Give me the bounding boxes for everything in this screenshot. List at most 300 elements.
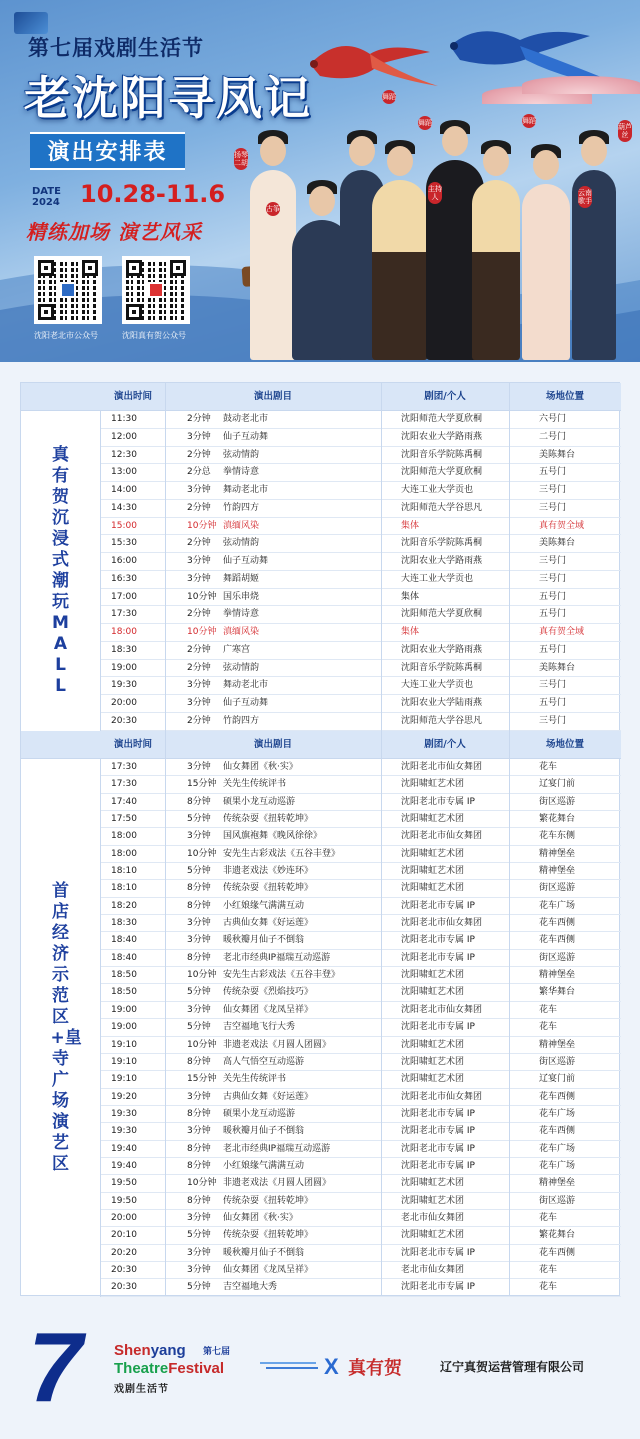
cell-time: 12:00 xyxy=(111,431,137,442)
cell-duration: 3分钟 xyxy=(187,698,211,709)
table-row xyxy=(101,464,621,482)
col-troupe-header: 剧团/个人 xyxy=(424,739,466,750)
cell-program: 传统杂耍《扭转乾坤》 xyxy=(223,1195,314,1206)
cell-duration: 10分钟 xyxy=(187,520,217,531)
table-row xyxy=(101,695,621,713)
cell-troupe: 沈阳农业大学陆雨燕 xyxy=(401,698,483,709)
cell-troupe: 沈阳啸虹艺术团 xyxy=(401,1230,465,1241)
cell-program: 弦动情韵 xyxy=(223,538,260,549)
cell-duration: 2分钟 xyxy=(187,414,211,424)
cell-program: 仙子互动舞 xyxy=(223,556,269,567)
cell-troupe: 沈阳老北市专属 IP xyxy=(401,952,475,963)
cell-duration: 10分钟 xyxy=(187,1039,217,1050)
cell-program: 仙女舞团《龙凤呈祥》 xyxy=(223,1264,314,1275)
cell-time: 18:40 xyxy=(111,935,137,946)
cell-location: 真有贺全域 xyxy=(539,627,585,638)
cell-location: 精神堡垒 xyxy=(539,1039,576,1050)
cell-duration: 8分钟 xyxy=(187,900,211,911)
section-plaza xyxy=(21,731,621,1297)
cell-time: 19:40 xyxy=(111,1143,137,1154)
cell-location: 花车 xyxy=(539,1212,558,1223)
cell-duration: 8分钟 xyxy=(187,1195,211,1206)
table-row xyxy=(101,660,621,678)
cell-program: 竹韵四方 xyxy=(223,502,260,513)
cell-location: 辽宴门前 xyxy=(539,779,576,790)
table-row xyxy=(101,571,621,589)
cell-duration: 5分钟 xyxy=(187,1282,211,1293)
cell-location: 三号门 xyxy=(539,573,567,584)
cell-location: 五号门 xyxy=(539,609,567,620)
cell-time: 12:30 xyxy=(111,449,137,460)
red-phoenix-illustration xyxy=(300,24,440,94)
cell-troupe: 沈阳老北市专属 IP xyxy=(401,900,475,911)
cell-location: 美陈舞台 xyxy=(539,538,576,549)
col-troupe-header: 剧团/个人 xyxy=(424,391,466,402)
schedule-title: 演出安排表 xyxy=(30,132,185,170)
cell-program: 舞动老北市 xyxy=(223,485,269,496)
cell-location: 精神堡垒 xyxy=(539,866,576,877)
cell-duration: 15分钟 xyxy=(187,779,217,790)
performer-tag: 葫芦丝 xyxy=(618,120,632,142)
cell-time: 18:30 xyxy=(111,918,137,929)
performer-figure xyxy=(522,184,570,360)
umbrella-decoration xyxy=(522,76,640,94)
poster-footer xyxy=(28,1308,620,1426)
cell-program: 老北市经典IP福瑞互动巡游 xyxy=(223,1143,331,1154)
cell-troupe: 沈阳啸虹艺术团 xyxy=(401,779,465,790)
cell-duration: 3分钟 xyxy=(187,485,211,496)
table-row xyxy=(101,482,621,500)
cell-program: 传统杂耍《扭转乾坤》 xyxy=(223,814,314,825)
table-row xyxy=(101,1037,621,1054)
cell-troupe: 沈阳老北市专属 IP xyxy=(401,1022,475,1033)
cell-location: 街区巡游 xyxy=(539,796,576,807)
cell-location: 花车西侧 xyxy=(539,1126,576,1137)
cell-location: 五号门 xyxy=(539,467,567,478)
col-program-header: 演出剧目 xyxy=(253,391,292,402)
table-row xyxy=(101,898,621,915)
cell-program: 吉空福地飞行大秀 xyxy=(223,1022,296,1033)
cell-duration: 2分钟 xyxy=(187,644,211,655)
cell-location: 五号门 xyxy=(539,644,567,655)
cell-program: 拳情诗意 xyxy=(223,609,260,620)
cell-program: 舞动老北市 xyxy=(223,680,269,691)
table-row xyxy=(101,863,621,880)
cell-troupe: 沈阳师范大学夏欣桐 xyxy=(401,414,483,424)
cell-time: 18:40 xyxy=(111,952,137,963)
table-row xyxy=(101,1210,621,1227)
table-header-row xyxy=(21,731,621,759)
cell-troupe: 沈阳老北市仙女舞团 xyxy=(401,762,483,772)
cell-program: 传统杂耍《扭转乾坤》 xyxy=(223,1230,314,1241)
cell-location: 花车西侧 xyxy=(539,918,576,929)
cell-program: 滇缅风染 xyxy=(223,627,260,638)
cell-location: 三号门 xyxy=(539,556,567,567)
edition-number: 7 xyxy=(28,1312,83,1422)
table-row xyxy=(101,589,621,607)
cell-location: 真有贺全域 xyxy=(539,520,585,531)
cell-duration: 3分钟 xyxy=(187,1264,211,1275)
cell-troupe: 沈阳老北市专属 IP xyxy=(401,1126,475,1137)
cell-duration: 3分钟 xyxy=(187,918,211,929)
table-row xyxy=(101,1071,621,1088)
cell-troupe: 沈阳老北市专属 IP xyxy=(401,1160,475,1171)
date-range: 10.28-11.6 xyxy=(80,180,226,208)
cell-duration: 8分钟 xyxy=(187,952,211,963)
cell-time: 19:10 xyxy=(111,1039,137,1050)
cell-duration: 5分钟 xyxy=(187,987,211,998)
cell-time: 20:30 xyxy=(111,1282,137,1293)
cell-time: 15:00 xyxy=(111,520,137,531)
cell-duration: 5分钟 xyxy=(187,814,211,825)
cell-troupe: 沈阳啸虹艺术团 xyxy=(401,866,465,877)
performer-tag: 古筝 xyxy=(266,202,280,216)
cell-location: 精神堡垒 xyxy=(539,848,576,859)
cell-program: 仙女舞团《秋·实》 xyxy=(223,1212,298,1223)
cell-duration: 3分钟 xyxy=(187,1091,211,1102)
cell-troupe: 集体 xyxy=(401,520,420,531)
cell-program: 安先生古彩戏法《五谷丰登》 xyxy=(223,970,341,981)
cell-duration: 3分钟 xyxy=(187,431,211,442)
table-header-row xyxy=(21,383,621,411)
cell-duration: 3分钟 xyxy=(187,1212,211,1223)
table-row xyxy=(101,1175,621,1192)
table-row xyxy=(101,880,621,897)
cell-program: 拳情诗意 xyxy=(223,467,260,478)
performers-photo xyxy=(232,90,632,360)
table-row xyxy=(101,677,621,695)
cell-duration: 3分钟 xyxy=(187,1004,211,1015)
cell-time: 18:10 xyxy=(111,866,137,877)
cell-troupe: 大连工业大学贡也 xyxy=(401,573,474,584)
cell-program: 竹韵四方 xyxy=(223,716,260,727)
cell-location: 五号门 xyxy=(539,698,567,709)
brand-line2: TheatreFestival xyxy=(114,1360,225,1377)
cell-location: 花车 xyxy=(539,1264,558,1275)
cell-location: 繁花舞台 xyxy=(539,814,576,825)
cell-duration: 3分钟 xyxy=(187,1247,211,1258)
cell-program: 非遗老戏法《妙连环》 xyxy=(223,866,314,877)
cell-program: 国风旗袍舞《晚风徐徐》 xyxy=(223,831,323,842)
company-name: 辽宁真贺运营管理有限公司 xyxy=(440,1360,585,1374)
cell-location: 三号门 xyxy=(539,485,567,496)
table-row xyxy=(101,759,621,776)
cell-time: 20:00 xyxy=(111,698,137,709)
cell-time: 18:50 xyxy=(111,970,137,981)
cell-duration: 8分钟 xyxy=(187,796,211,807)
cell-program: 弦动情韵 xyxy=(223,662,260,673)
cell-time: 20:20 xyxy=(111,1247,137,1258)
cell-troupe: 沈阳老北市仙女舞团 xyxy=(401,831,483,842)
cell-time: 17:50 xyxy=(111,814,137,825)
table-row xyxy=(101,967,621,984)
cell-time: 19:30 xyxy=(111,1108,137,1119)
cell-duration: 3分钟 xyxy=(187,573,211,584)
table-row xyxy=(101,713,621,731)
cell-time: 18:10 xyxy=(111,883,137,894)
cell-program: 关先生传统评书 xyxy=(223,779,287,790)
qr-code-zyh[interactable] xyxy=(122,256,190,324)
cell-program: 小红娘缘气满满互动 xyxy=(223,900,305,911)
cell-location: 花车 xyxy=(539,1282,558,1293)
poster-header xyxy=(0,0,640,362)
cell-time: 18:50 xyxy=(111,987,137,998)
table-row xyxy=(101,1141,621,1158)
cell-troupe: 沈阳音乐学院陈禹桐 xyxy=(401,449,483,460)
col-location-header: 场地位置 xyxy=(545,391,584,402)
cell-location: 花车 xyxy=(539,1004,558,1015)
cell-troupe: 大连工业大学贡也 xyxy=(401,680,474,691)
cell-troupe: 沈阳音乐学院陈禹桐 xyxy=(401,662,483,673)
cell-troupe: 沈阳老北市专属 IP xyxy=(401,1282,475,1293)
qr-caption-zyh: 沈阳真有贺公众号 xyxy=(122,331,186,340)
cell-troupe: 沈阳啸虹艺术团 xyxy=(401,883,465,894)
cell-location: 美陈舞台 xyxy=(539,662,576,673)
table-row xyxy=(101,624,621,642)
cell-troupe: 沈阳老北市仙女舞团 xyxy=(401,918,483,929)
cell-program: 老北市经典IP福瑞互动巡游 xyxy=(223,952,331,963)
col-time-header: 演出时间 xyxy=(113,391,152,402)
col-program-header: 演出剧目 xyxy=(253,739,292,750)
cell-time: 20:30 xyxy=(111,1264,137,1275)
cell-location: 花车西侧 xyxy=(539,935,576,946)
cell-duration: 10分钟 xyxy=(187,848,217,859)
table-row xyxy=(101,1123,621,1140)
cell-duration: 8分钟 xyxy=(187,1143,211,1154)
cell-duration: 10分钟 xyxy=(187,627,217,638)
cell-location: 花车东侧 xyxy=(539,831,576,842)
cell-time: 14:30 xyxy=(111,502,137,513)
cell-troupe: 沈阳农业大学路雨燕 xyxy=(401,556,483,567)
cell-location: 街区巡游 xyxy=(539,1195,576,1206)
cell-location: 花车 xyxy=(539,762,558,772)
section-label-plaza: 首店经济示范区+皇寺广场演艺区 xyxy=(21,759,101,1297)
cell-time: 17:30 xyxy=(111,609,137,620)
table-row xyxy=(101,1106,621,1123)
cell-location: 花车 xyxy=(539,1022,558,1033)
performer-tag: 舞蹈 xyxy=(522,114,536,128)
cell-duration: 10分钟 xyxy=(187,1178,217,1189)
cell-troupe: 沈阳啸虹艺术团 xyxy=(401,1178,465,1189)
cell-duration: 8分钟 xyxy=(187,883,211,894)
cell-location: 花车广场 xyxy=(539,1160,576,1171)
table-row xyxy=(101,915,621,932)
performer-tag: 舞蹈 xyxy=(382,90,396,104)
cell-duration: 5分钟 xyxy=(187,1230,211,1241)
performer-figure xyxy=(250,170,296,360)
schedule-table xyxy=(20,382,620,1296)
cell-troupe: 沈阳老北市仙女舞团 xyxy=(401,1091,483,1102)
cell-troupe: 沈阳老北市专属 IP xyxy=(401,935,475,946)
performer-tag: 扬琴二胡 xyxy=(234,148,248,170)
cell-troupe: 沈阳啸虹艺术团 xyxy=(401,848,465,859)
table-row xyxy=(101,606,621,624)
cell-location: 街区巡游 xyxy=(539,883,576,894)
cell-program: 古典仙女舞《好运莲》 xyxy=(223,918,314,929)
table-row xyxy=(101,932,621,949)
cell-program: 传统杂耍《扭转乾坤》 xyxy=(223,883,314,894)
cell-troupe: 沈阳师范大学谷思凡 xyxy=(401,502,483,513)
cell-time: 11:30 xyxy=(111,414,137,424)
brand-cn: 戏剧生活节 xyxy=(114,1384,169,1395)
qr-caption-lbs: 沈阳老北市公众号 xyxy=(34,331,98,340)
cell-program: 关先生传统评书 xyxy=(223,1074,287,1085)
performer-tag: 主持人 xyxy=(428,182,442,204)
cell-time: 17:00 xyxy=(111,591,137,602)
cell-troupe: 沈阳老北市专属 IP xyxy=(401,1247,475,1258)
table-row xyxy=(101,535,621,553)
cell-program: 暖秋瓣月仙子不倒翁 xyxy=(223,1247,305,1258)
cell-troupe: 大连工业大学贡也 xyxy=(401,485,474,496)
date-label: DATE 2024 xyxy=(32,186,61,208)
section-label-mall: 真有贺沉浸式潮玩MALL xyxy=(21,411,101,731)
cell-time: 13:00 xyxy=(111,467,137,478)
cell-time: 17:40 xyxy=(111,796,137,807)
table-row xyxy=(101,1193,621,1210)
cell-time: 20:00 xyxy=(111,1212,137,1223)
cell-program: 弦动情韵 xyxy=(223,449,260,460)
cell-time: 19:50 xyxy=(111,1195,137,1206)
cell-troupe: 沈阳老北市专属 IP xyxy=(401,1143,475,1154)
cell-program: 暖秋瓣月仙子不倒翁 xyxy=(223,935,305,946)
cell-troupe: 集体 xyxy=(401,591,420,602)
table-row xyxy=(101,811,621,828)
cell-troupe: 沈阳老北市专属 IP xyxy=(401,796,475,807)
cell-duration: 2分总 xyxy=(187,467,211,478)
cell-program: 古典仙女舞《好运莲》 xyxy=(223,1091,314,1102)
table-row xyxy=(101,1054,621,1071)
cell-location: 花车西侧 xyxy=(539,1091,576,1102)
section-rows xyxy=(101,411,621,731)
cell-troupe: 沈阳农业大学路雨燕 xyxy=(401,644,483,655)
cell-time: 19:00 xyxy=(111,662,137,673)
cell-duration: 3分钟 xyxy=(187,935,211,946)
cell-duration: 3分钟 xyxy=(187,762,211,772)
partner-stripes-icon xyxy=(260,1360,320,1374)
cell-program: 仙女舞团《秋·实》 xyxy=(223,762,298,772)
cell-location: 花车广场 xyxy=(539,1108,576,1119)
cell-troupe: 沈阳啸虹艺术团 xyxy=(401,987,465,998)
cell-program: 仙子互动舞 xyxy=(223,431,269,442)
cell-location: 花车西侧 xyxy=(539,1247,576,1258)
performer-tag: 云南歌手 xyxy=(578,186,592,208)
cell-troupe: 沈阳老北市专属 IP xyxy=(401,1108,475,1119)
table-row xyxy=(101,1089,621,1106)
table-row xyxy=(101,518,621,536)
cell-time: 19:00 xyxy=(111,1022,137,1033)
cell-duration: 10分钟 xyxy=(187,591,217,602)
cell-program: 硕果小龙互动巡游 xyxy=(223,796,296,807)
cell-duration: 2分钟 xyxy=(187,716,211,727)
cell-duration: 2分钟 xyxy=(187,609,211,620)
festival-title: 第七届戏剧生活节 xyxy=(28,36,204,60)
cell-time: 18:00 xyxy=(111,627,137,638)
cell-time: 19:00 xyxy=(111,1004,137,1015)
table-row xyxy=(101,553,621,571)
cell-location: 繁花舞台 xyxy=(539,1230,576,1241)
cell-program: 非遗老戏法《月圆人团圆》 xyxy=(223,1178,332,1189)
cell-duration: 3分钟 xyxy=(187,680,211,691)
cell-time: 19:30 xyxy=(111,680,137,691)
cell-troupe: 沈阳啸虹艺术团 xyxy=(401,970,465,981)
cell-location: 精神堡垒 xyxy=(539,1178,576,1189)
cell-program: 仙子互动舞 xyxy=(223,698,269,709)
section-mall xyxy=(21,383,621,731)
cell-troupe: 沈阳音乐学院陈禹桐 xyxy=(401,538,483,549)
cell-program: 暖秋瓣月仙子不倒翁 xyxy=(223,1126,305,1137)
table-row xyxy=(101,1262,621,1279)
cell-time: 20:10 xyxy=(111,1230,137,1241)
partner-x-mark: X xyxy=(324,1354,339,1379)
cell-program: 仙女舞团《龙凤呈祥》 xyxy=(223,1004,314,1015)
cell-duration: 2分钟 xyxy=(187,538,211,549)
cell-time: 19:40 xyxy=(111,1160,137,1171)
cell-location: 街区巡游 xyxy=(539,1056,576,1067)
cell-program: 广寒宫 xyxy=(223,644,251,655)
table-row xyxy=(101,1245,621,1262)
cell-duration: 3分钟 xyxy=(187,1126,211,1137)
cell-troupe: 沈阳农业大学路雨燕 xyxy=(401,431,483,442)
cell-troupe: 老北市仙女舞团 xyxy=(401,1212,465,1223)
cell-time: 19:50 xyxy=(111,1178,137,1189)
main-title: 老沈阳寻凤记 xyxy=(24,62,312,128)
partner-logo-box xyxy=(260,1348,440,1384)
cell-location: 六号门 xyxy=(539,414,567,424)
cell-duration: 15分钟 xyxy=(187,1074,217,1085)
table-row xyxy=(101,642,621,660)
cell-troupe: 沈阳老北市仙女舞团 xyxy=(401,1004,483,1015)
cell-time: 18:00 xyxy=(111,848,137,859)
brand-line1: Shenyang xyxy=(114,1342,186,1359)
cell-duration: 3分钟 xyxy=(187,556,211,567)
table-row xyxy=(101,828,621,845)
cell-duration: 2分钟 xyxy=(187,662,211,673)
cell-troupe: 沈阳师范大学夏欣桐 xyxy=(401,467,483,478)
cell-location: 二号门 xyxy=(539,431,567,442)
performer-figure xyxy=(372,180,428,360)
cell-duration: 10分钟 xyxy=(187,970,217,981)
table-row xyxy=(101,411,621,429)
cell-duration: 8分钟 xyxy=(187,1160,211,1171)
cell-time: 19:10 xyxy=(111,1056,137,1067)
cell-time: 16:00 xyxy=(111,556,137,567)
cell-duration: 8分钟 xyxy=(187,1056,211,1067)
cell-duration: 8分钟 xyxy=(187,1108,211,1119)
table-row xyxy=(101,846,621,863)
table-row xyxy=(101,500,621,518)
cell-troupe: 沈阳啸虹艺术团 xyxy=(401,1074,465,1085)
cell-time: 18:00 xyxy=(111,831,137,842)
cell-time: 17:30 xyxy=(111,779,137,790)
cell-location: 三号门 xyxy=(539,680,567,691)
cell-duration: 5分钟 xyxy=(187,1022,211,1033)
table-row xyxy=(101,429,621,447)
cell-location: 花车广场 xyxy=(539,900,576,911)
cell-program: 滇缅风染 xyxy=(223,520,260,531)
cell-time: 17:30 xyxy=(111,762,137,772)
cell-duration: 2分钟 xyxy=(187,449,211,460)
cell-troupe: 沈阳师范大学谷思凡 xyxy=(401,716,483,727)
cell-location: 精神堡垒 xyxy=(539,970,576,981)
col-time-header: 演出时间 xyxy=(113,739,152,750)
cell-program: 鼓动老北市 xyxy=(223,414,269,424)
qr-code-lbs[interactable] xyxy=(34,256,102,324)
col-location-header: 场地位置 xyxy=(545,739,584,750)
table-row xyxy=(101,1158,621,1175)
cell-time: 19:10 xyxy=(111,1074,137,1085)
festival-logo xyxy=(14,12,48,34)
cell-location: 辽宴门前 xyxy=(539,1074,576,1085)
